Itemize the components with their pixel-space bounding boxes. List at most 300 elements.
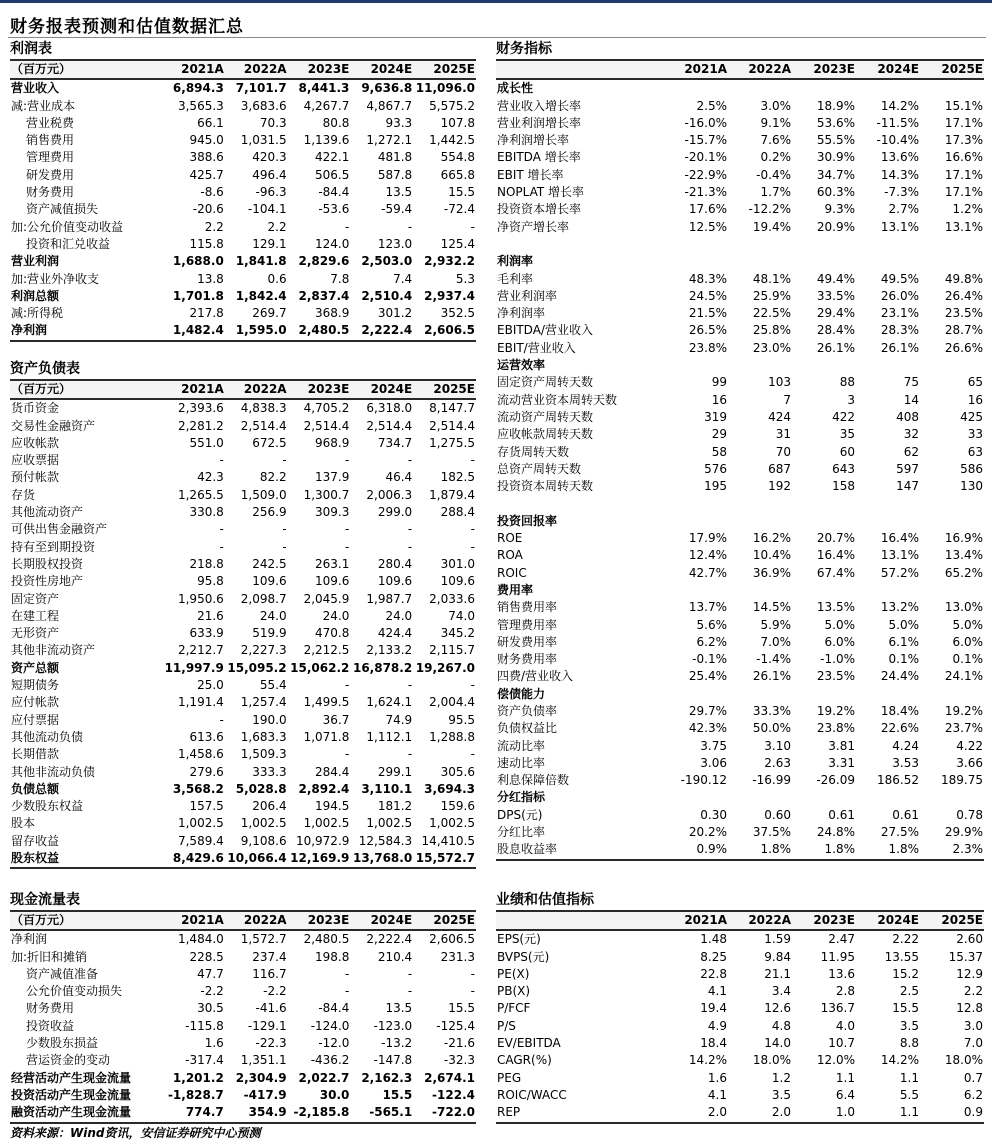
cell-value: 4.9	[707, 1018, 727, 1033]
year-header: 2021A	[664, 911, 728, 930]
cell-value: 74.0	[448, 608, 475, 623]
valuation-section	[496, 890, 984, 1124]
cell-value: 4,267.7	[303, 98, 350, 113]
cell-value	[792, 789, 856, 806]
year-header: 2025E	[413, 911, 476, 930]
table-row	[10, 539, 476, 556]
cell-value	[728, 789, 792, 806]
cell-value: 5.0%	[952, 617, 983, 632]
row-label: 减:营业成本	[11, 98, 76, 113]
cell-value: 1,002.5	[429, 816, 475, 831]
cell-value: 7,101.7	[235, 81, 287, 96]
row-label: 固定资产周转天数	[497, 375, 594, 390]
table-row	[10, 694, 476, 711]
unit-label	[496, 911, 664, 930]
cell-value: 16.4%	[880, 531, 919, 546]
table-row	[10, 677, 476, 694]
cell-value: -1.0%	[820, 652, 855, 667]
cell-value	[728, 253, 792, 270]
row-label: 融资活动产生现金流量	[10, 1104, 162, 1122]
cell-value: 109.6	[440, 574, 475, 589]
year-header: 2024E	[350, 911, 413, 930]
cell-value: 116.7	[252, 966, 287, 981]
cell-value: 12.4%	[688, 548, 727, 563]
cell-value: 1,031.5	[240, 133, 287, 148]
cell-value: 13.1%	[880, 219, 919, 234]
cell-value: 16.4%	[816, 548, 855, 563]
cell-value: 422.1	[315, 150, 350, 165]
row-label: 短期债务	[11, 678, 60, 693]
cell-value: 33.3%	[752, 703, 791, 718]
cell-value: 2,674.1	[424, 1070, 475, 1085]
row-label: 加:营业外净收支	[11, 271, 100, 286]
year-header: 2023E	[288, 911, 351, 930]
cell-value: 136.7	[820, 1001, 855, 1016]
cell-value: 157.5	[189, 799, 224, 814]
cell-value: 17.1%	[944, 115, 983, 130]
cell-value: 18.4%	[880, 703, 919, 718]
row-label: 应收帐款周转天数	[497, 427, 594, 442]
cell-value: -13.2	[381, 1036, 413, 1051]
cell-value: 35	[839, 427, 855, 442]
cell-value: -20.6	[192, 202, 224, 217]
table-row	[496, 703, 984, 720]
table-row	[496, 340, 984, 357]
cell-value: 9,108.6	[240, 833, 287, 848]
cell-value: 29	[711, 427, 727, 442]
cell-value: 129.1	[252, 236, 287, 251]
cell-value: 2,006.3	[366, 487, 413, 502]
cell-value: 23.1%	[880, 306, 919, 321]
cell-value: 109.6	[252, 574, 287, 589]
cell-value: 2,514.4	[366, 418, 413, 433]
cell-value: 27.5%	[880, 825, 919, 840]
table-row	[496, 1104, 984, 1122]
cell-value: 2,304.9	[235, 1070, 287, 1085]
table-row	[10, 781, 476, 798]
cell-value: 49.4%	[816, 271, 855, 286]
cell-value: 30.5	[197, 1001, 224, 1016]
table-row	[10, 201, 476, 218]
cell-value: 25.8%	[752, 323, 791, 338]
cell-value: 0.61	[892, 807, 919, 822]
page-title: 财务报表预测和估值数据汇总	[10, 17, 244, 37]
cell-value: 74.9	[385, 712, 413, 727]
row-label: BVPS(元)	[497, 949, 550, 964]
cell-value: 2.3%	[920, 841, 984, 859]
cell-value: 1,265.5	[177, 487, 224, 502]
cell-value: -12.0	[318, 1036, 350, 1051]
cell-value: 20.9%	[816, 219, 855, 234]
cell-value: -0.4%	[756, 167, 791, 182]
cell-value: 11.95	[820, 949, 855, 964]
cell-value: 3,110.1	[361, 781, 413, 796]
row-label: 预付帐款	[11, 470, 60, 485]
cell-value: 26.1%	[752, 669, 791, 684]
cell-value: 0.6	[267, 271, 287, 286]
cell-value: 2,022.7	[298, 1070, 350, 1085]
row-label: P/FCF	[497, 1001, 531, 1016]
cell-value: -16.99	[752, 773, 791, 788]
cell-value: 2,932.2	[424, 254, 475, 269]
cell-value: 20.7%	[816, 531, 855, 546]
unit-label	[496, 60, 664, 79]
cell-value: -	[345, 522, 350, 537]
cell-value: 3.75	[700, 738, 727, 753]
cell-value: 15,572.7	[413, 850, 476, 868]
cell-value: 597	[896, 461, 919, 476]
year-header: 2021A	[664, 60, 728, 79]
cell-value: -	[407, 539, 413, 554]
cell-value: 242.5	[252, 556, 287, 571]
row-label: DPS(元)	[497, 807, 543, 822]
table-row	[496, 530, 984, 547]
table-row	[496, 149, 984, 166]
cell-value: 26.4%	[944, 288, 983, 303]
row-label: 其他非流动负债	[11, 764, 96, 779]
cell-value: 333.3	[252, 764, 287, 779]
cell-value: 17.6%	[688, 202, 727, 217]
year-header: 2024E	[856, 911, 920, 930]
cell-value: 2,115.7	[429, 643, 475, 658]
cell-value: 7.0	[963, 1036, 983, 1051]
cell-value: -59.4	[381, 202, 413, 217]
cell-value: -	[345, 453, 350, 468]
table-row	[10, 1018, 476, 1035]
cell-value: 11,096.0	[415, 81, 475, 96]
cell-value: 99	[711, 375, 727, 390]
cell-value: -	[407, 522, 413, 537]
row-label: NOPLAT 增长率	[497, 185, 585, 200]
cell-value: 319	[704, 409, 727, 424]
cell-value: -0.1%	[692, 652, 727, 667]
cell-value: 47.7	[197, 966, 224, 981]
cell-value: 425.7	[189, 167, 224, 182]
table-row	[496, 738, 984, 755]
cell-value: 8,429.6	[162, 850, 225, 868]
cell-value: 1.48	[700, 932, 727, 947]
row-label: 应收票据	[11, 453, 60, 468]
table-row	[10, 305, 476, 322]
table-row	[496, 755, 984, 772]
cell-value	[856, 789, 920, 806]
cell-value: 1,002.5	[177, 816, 224, 831]
cell-value	[920, 582, 984, 599]
cell-value: 115.8	[189, 236, 224, 251]
cell-value: 1,300.7	[303, 487, 350, 502]
cell-value: -	[345, 747, 350, 762]
row-label: 销售费用率	[497, 600, 558, 615]
cell-value: -	[407, 678, 413, 693]
cell-value: 23.5%	[816, 669, 855, 684]
row-label: 投资回报率	[497, 513, 558, 528]
row-label: 资产总额	[11, 660, 60, 675]
table-row	[496, 426, 984, 443]
cell-value: 95.5	[448, 712, 475, 727]
cell-value: 67.4%	[816, 565, 855, 580]
cell-value: 19.4%	[752, 219, 791, 234]
cell-value: 388.6	[189, 150, 224, 165]
cell-value: 496.4	[252, 167, 287, 182]
cell-value	[920, 495, 984, 512]
cell-value: 330.8	[189, 505, 224, 520]
table-row	[496, 184, 984, 201]
row-label: 净资产增长率	[497, 219, 570, 234]
cell-value: 14.5%	[752, 600, 791, 615]
row-label: 其他流动资产	[11, 505, 84, 520]
cell-value: 734.7	[377, 435, 413, 450]
cell-value	[664, 789, 728, 806]
cell-value: 12.9	[956, 966, 983, 981]
cell-value: -7.3%	[884, 185, 919, 200]
table-row	[496, 409, 984, 426]
cell-value: 1,272.1	[366, 133, 413, 148]
cell-value: 12.0%	[816, 1053, 855, 1068]
cell-value	[792, 513, 856, 530]
table-row	[496, 930, 984, 948]
cell-value: 10.4%	[752, 548, 791, 563]
cell-value: 2,606.5	[429, 932, 475, 947]
cell-value: 32	[903, 427, 919, 442]
cell-value: 30.9%	[816, 150, 855, 165]
cell-value: 470.8	[315, 626, 350, 641]
cell-value: 237.4	[252, 949, 287, 964]
table-row	[496, 236, 984, 253]
cell-value: 3,565.3	[177, 98, 224, 113]
cell-value: 109.6	[377, 574, 413, 589]
cell-value: -	[345, 678, 350, 693]
cell-value: 2,133.2	[366, 643, 413, 658]
cell-value: 1,351.1	[240, 1053, 287, 1068]
row-label: 四费/营业收入	[497, 669, 574, 684]
cell-value: 192	[768, 479, 791, 494]
cell-value: 2,222.4	[366, 932, 413, 947]
cell-value: 2,227.3	[240, 643, 287, 658]
cell-value: 424.4	[377, 626, 413, 641]
cell-value: -	[407, 747, 413, 762]
cell-value: 345.2	[440, 626, 475, 641]
group-row	[496, 686, 984, 703]
cell-value: 159.6	[440, 799, 475, 814]
table-row	[10, 764, 476, 781]
cell-value: 2,281.2	[177, 418, 224, 433]
cell-value: 613.6	[189, 729, 224, 744]
balance-sheet-title: 资产负债表	[10, 361, 80, 377]
cell-value: 29.9%	[944, 825, 983, 840]
cell-value: 1,950.6	[177, 591, 224, 606]
year-header: 2022A	[728, 911, 792, 930]
table-row	[10, 1000, 476, 1017]
cell-value: 408	[896, 409, 919, 424]
row-label: 资产负债率	[497, 703, 558, 718]
cell-value	[792, 357, 856, 374]
cell-value	[664, 253, 728, 270]
cell-value: 31	[775, 427, 791, 442]
cell-value: 9.3%	[824, 202, 855, 217]
cell-value: -10.4%	[876, 133, 919, 148]
cell-value: 8,441.3	[298, 81, 350, 96]
header-row	[496, 60, 984, 79]
row-label: 资产减值损失	[26, 202, 99, 217]
cell-value: -84.4	[318, 1001, 350, 1016]
table-row	[496, 565, 984, 582]
table-row	[496, 651, 984, 668]
row-label: 流动比率	[497, 738, 546, 753]
table-row	[10, 949, 476, 966]
table-row	[496, 98, 984, 115]
row-label: EBIT/营业收入	[497, 340, 576, 355]
row-label: 公允价值变动损失	[26, 984, 123, 999]
table-row	[10, 1070, 476, 1087]
cell-value: -22.9%	[684, 167, 727, 182]
cell-value: -129.1	[247, 1018, 287, 1033]
cell-value: 1,257.4	[240, 695, 287, 710]
cell-value: -16.0%	[684, 115, 727, 130]
cell-value: 49.5%	[880, 271, 919, 286]
row-label: EBITDA 增长率	[497, 150, 581, 165]
cell-value: -722.0	[413, 1104, 476, 1122]
cell-value: -	[407, 453, 413, 468]
cell-value: 5.0%	[888, 617, 919, 632]
table-row	[496, 271, 984, 288]
table-row	[496, 392, 984, 409]
cell-value: 1.0	[792, 1104, 856, 1122]
cell-value: 231.3	[440, 949, 475, 964]
row-label: 财务费用率	[497, 652, 558, 667]
table-row	[496, 305, 984, 322]
cell-value: 256.9	[252, 505, 287, 520]
cell-value: 26.0%	[880, 288, 919, 303]
table-row	[10, 452, 476, 469]
cell-value: 23.8%	[816, 721, 855, 736]
cell-value: 6.1%	[888, 634, 919, 649]
cell-value: -	[470, 678, 475, 693]
cell-value: -	[470, 219, 475, 234]
table-row	[10, 167, 476, 184]
row-label: 投资资本增长率	[497, 202, 582, 217]
cell-value	[920, 357, 984, 374]
cell-value: 9.84	[764, 949, 791, 964]
cell-value: 1,002.5	[366, 816, 413, 831]
cell-value: 1,688.0	[172, 254, 224, 269]
cell-value: -417.9	[243, 1087, 287, 1102]
cell-value	[728, 495, 792, 512]
year-header: 2025E	[413, 380, 476, 399]
cell-value: -72.4	[443, 202, 475, 217]
cell-value: 3.06	[700, 755, 727, 770]
cell-value: 55.4	[259, 678, 287, 693]
cell-value: 12,584.3	[358, 833, 413, 848]
cell-value: 20.2%	[688, 825, 727, 840]
cell-value: 301.0	[440, 556, 475, 571]
cell-value: -	[470, 747, 475, 762]
row-label: 交易性金融资产	[11, 418, 96, 433]
cell-value: -	[470, 522, 475, 537]
cell-value: 5.9%	[760, 617, 791, 632]
cell-value: 16,878.2	[352, 660, 413, 675]
cell-value: 206.4	[252, 799, 287, 814]
row-label: 管理费用率	[497, 617, 558, 632]
row-label: 流动资产周转天数	[497, 409, 594, 424]
cell-value: 14,410.5	[421, 833, 475, 848]
cell-value: 21.6	[197, 608, 224, 623]
cell-value: -21.3%	[684, 185, 727, 200]
row-label: PB(X)	[497, 984, 531, 999]
cell-value	[792, 236, 856, 253]
table-row	[10, 591, 476, 608]
cell-value: 14.3%	[880, 167, 919, 182]
year-header: 2022A	[225, 911, 288, 930]
row-label: 加:折旧和摊销	[11, 949, 88, 964]
cell-value: -317.4	[185, 1053, 224, 1068]
cell-value	[856, 686, 920, 703]
cell-value: 6.0%	[824, 634, 855, 649]
cell-value: 95.8	[197, 574, 224, 589]
cell-value: 3.10	[764, 738, 791, 753]
row-label: 财务费用	[26, 185, 75, 200]
cell-value: 2,606.5	[413, 322, 476, 340]
cell-value: 551.0	[189, 435, 224, 450]
cell-value: 14.2%	[880, 98, 919, 113]
cell-value: 3.0%	[760, 98, 791, 113]
cell-value: 1,002.5	[240, 816, 287, 831]
cell-value: 66.1	[197, 115, 224, 130]
cell-value: 3.4	[771, 984, 791, 999]
table-row	[496, 1035, 984, 1052]
row-label: CAGR(%)	[497, 1053, 552, 1068]
cell-value: 18.0%	[944, 1053, 983, 1068]
table-row	[10, 435, 476, 452]
cell-value: 33.5%	[816, 288, 855, 303]
cell-value: 280.4	[377, 556, 413, 571]
cell-value	[856, 79, 920, 97]
cell-value: 1,683.3	[240, 729, 287, 744]
cell-value: 7.8	[330, 271, 350, 286]
cell-value: 19.2%	[816, 703, 855, 718]
cell-value: -22.3	[255, 1036, 287, 1051]
cell-value	[920, 253, 984, 270]
cell-value	[664, 582, 728, 599]
cell-value: 1,842.4	[235, 288, 287, 303]
cell-value: 4.1	[707, 1087, 727, 1102]
cell-value: 2,098.7	[240, 591, 287, 606]
cell-value: 1,595.0	[225, 322, 288, 340]
cell-value: 519.9	[252, 626, 287, 641]
cell-value: -	[282, 522, 287, 537]
cell-value: 1,572.7	[240, 932, 287, 947]
cell-value: -122.4	[432, 1087, 475, 1102]
cell-value: 19,267.0	[415, 660, 475, 675]
cell-value: 422	[832, 409, 855, 424]
cell-value: 16	[711, 392, 727, 407]
group-row	[496, 582, 984, 599]
row-label: 研发费用	[26, 167, 75, 182]
table-row	[10, 850, 476, 868]
row-label: 应付票据	[11, 712, 60, 727]
year-header: 2021A	[162, 60, 225, 79]
cell-value: 60.3%	[816, 185, 855, 200]
table-row	[10, 149, 476, 166]
cell-value: 279.6	[189, 764, 224, 779]
cell-value: 14.2%	[880, 1053, 919, 1068]
cell-value: -96.3	[255, 185, 287, 200]
cell-value: 15.1%	[944, 98, 983, 113]
cell-value: 1.6	[204, 1036, 224, 1051]
cell-value	[856, 253, 920, 270]
row-label: 投资资本周转天数	[497, 479, 594, 494]
cell-value: 123.0	[377, 236, 413, 251]
source-note: 资料来源：Wind资讯，安信证券研究中心预测	[10, 1126, 261, 1140]
